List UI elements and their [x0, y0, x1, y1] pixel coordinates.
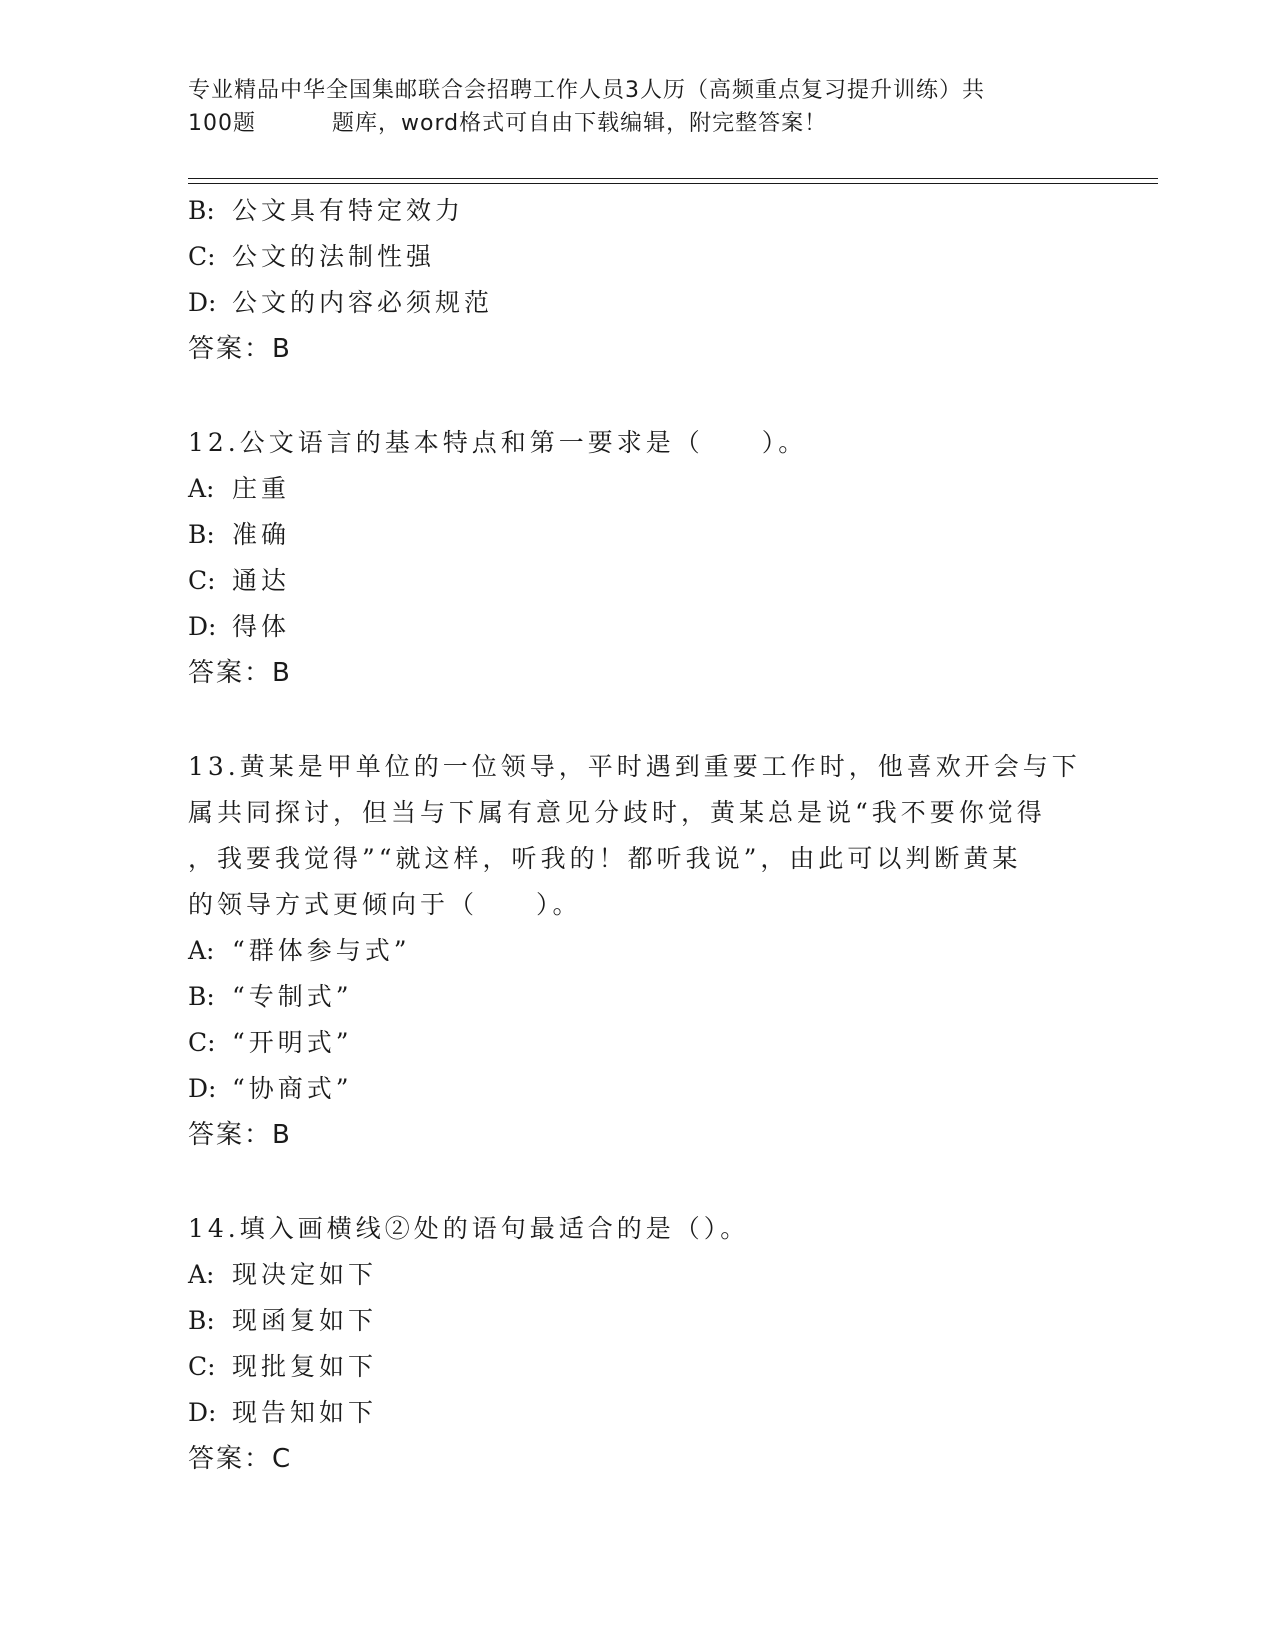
- option-key: B:: [188, 196, 215, 225]
- option-key: B:: [188, 982, 215, 1011]
- option-text: 现批复如下: [232, 1352, 378, 1381]
- header-rule-top: [188, 178, 1158, 179]
- header-title-line1: 专业精品中华全国集邮联合会招聘工作人员3人历（高频重点复习提升训练）共: [188, 78, 985, 103]
- question-stem-line: 13.黄某是甲单位的一位领导，平时遇到重要工作时，他喜欢开会与下: [188, 752, 1081, 781]
- option-b: [188, 1298, 1088, 1344]
- option-c: [188, 1344, 1088, 1390]
- question-stem-line: 属共同探讨，但当与下属有意见分歧时，黄某总是说“我不要你觉得: [188, 798, 1046, 827]
- option-a: [188, 1252, 1088, 1298]
- option-b: [188, 512, 1088, 558]
- option-key: A:: [188, 474, 215, 503]
- option-a: [188, 928, 1088, 974]
- question-stem: 12.公文语言的基本特点和第一要求是（ ）。: [188, 428, 808, 457]
- question-14: [188, 1206, 1088, 1482]
- option-key: D:: [188, 288, 217, 317]
- question-stem-line: 的领导方式更倾向于（ ）。: [188, 890, 582, 919]
- question-11-tail: [188, 188, 1088, 372]
- option-text: “开明式”: [232, 1028, 353, 1057]
- option-d: [188, 604, 1088, 650]
- option-key: C:: [188, 1028, 216, 1057]
- option-b: [188, 188, 1088, 234]
- option-text: 通达: [232, 566, 291, 595]
- option-c: [188, 1020, 1088, 1066]
- option-text: 公文的内容必须规范: [232, 288, 494, 317]
- option-text: 公文具有特定效力: [232, 196, 465, 225]
- option-text: 现决定如下: [232, 1260, 378, 1289]
- option-key: D:: [188, 1398, 217, 1427]
- option-text: 庄重: [232, 474, 291, 503]
- option-key: D:: [188, 612, 217, 641]
- option-key: C:: [188, 566, 216, 595]
- option-text: 现函复如下: [232, 1306, 378, 1335]
- answer: 答案：B: [188, 334, 292, 364]
- option-key: C:: [188, 242, 216, 271]
- option-text: “群体参与式”: [232, 936, 411, 965]
- option-key: B:: [188, 520, 215, 549]
- answer: 答案：B: [188, 1120, 292, 1150]
- option-key: C:: [188, 1352, 216, 1381]
- page-header: [188, 74, 1088, 140]
- answer: 答案：C: [188, 1444, 293, 1474]
- option-b: [188, 974, 1088, 1020]
- option-d: [188, 1390, 1088, 1436]
- question-13: [188, 744, 1088, 1158]
- question-12: [188, 420, 1088, 696]
- option-key: A:: [188, 936, 215, 965]
- option-d: [188, 1066, 1088, 1112]
- option-text: 准确: [232, 520, 291, 549]
- question-stem-line: ，我要我觉得”“就这样，听我的！都听我说”，由此可以判断黄某: [188, 844, 1022, 873]
- header-question-count: 100题: [188, 111, 256, 136]
- option-c: [188, 234, 1088, 280]
- option-text: 得体: [232, 612, 291, 641]
- answer: 答案：B: [188, 658, 292, 688]
- option-text: 现告知如下: [232, 1398, 378, 1427]
- question-stem: 14.填入画横线②处的语句最适合的是（）。: [188, 1214, 750, 1243]
- header-rule-bottom: [188, 183, 1158, 184]
- option-text: “协商式”: [232, 1074, 353, 1103]
- option-text: 公文的法制性强: [232, 242, 436, 271]
- header-title-line2: [188, 107, 1088, 140]
- option-key: A:: [188, 1260, 215, 1289]
- option-c: [188, 558, 1088, 604]
- header-title-rest: 题库，word格式可自由下载编辑，附完整答案！: [332, 111, 828, 136]
- option-d: [188, 280, 1088, 326]
- option-text: “专制式”: [232, 982, 353, 1011]
- option-key: D:: [188, 1074, 217, 1103]
- question-list: [188, 188, 1088, 1482]
- option-key: B:: [188, 1306, 215, 1335]
- option-a: [188, 466, 1088, 512]
